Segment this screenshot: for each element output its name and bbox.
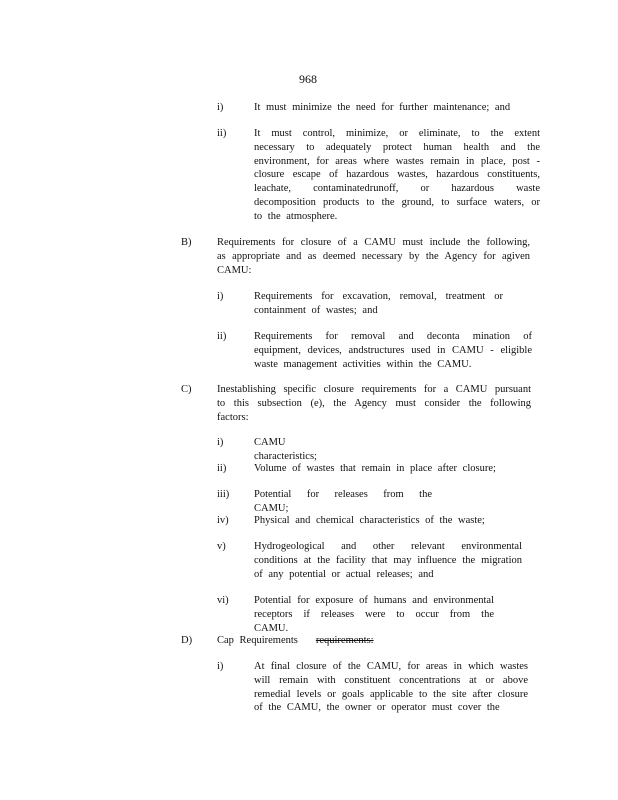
text-line: necessary to adequately protect human health and the <box>254 141 540 153</box>
paragraph-d <box>217 634 377 648</box>
text-line: remedial levels or goals applicable to the site after closure <box>254 688 528 700</box>
text-line: will remain with constituent concentrations at or above <box>254 674 528 686</box>
text-line: Hydrogeological and other relevant environmental <box>254 541 522 552</box>
text-line: Potential for releases from the CAMU; <box>254 489 432 514</box>
text-line: closure escape of hazardous wastes, hazardous constituents, <box>254 169 540 181</box>
item-label: i) <box>217 661 224 672</box>
paragraph-b-ii <box>254 330 532 371</box>
text-line: conditions at the facility that may influence the migration <box>254 554 522 566</box>
text-line: Physical and chemical characteristics of the waste; <box>254 515 485 526</box>
page-number: 968 <box>299 72 317 86</box>
item-label: iv) <box>217 515 229 526</box>
paragraph-b <box>217 236 530 277</box>
text-line: equipment, devices, andstructures used in CAMU - eligible <box>254 344 532 356</box>
text-line: containment of wastes; and <box>254 304 378 316</box>
struck-text: requirements: <box>315 635 374 646</box>
item-label: vi) <box>217 595 229 606</box>
text-line: Cap Requirements <box>217 635 298 646</box>
item-label: C) <box>181 384 192 395</box>
text-line: waste management activities within the CAMU. <box>254 358 472 370</box>
paragraph-b-i <box>254 290 503 318</box>
paragraph-a-i <box>254 101 518 115</box>
paragraph-c-v <box>254 540 522 581</box>
text-line: decomposition products to the ground, to surface waters, or <box>254 196 540 208</box>
paragraph-c-iv <box>254 514 491 528</box>
text-line: It must minimize the need for further maintenance; and <box>254 102 511 113</box>
text-line: of any potential or actual releases; and <box>254 568 434 580</box>
text-line: Requirements for excavation, removal, treatment or <box>254 291 503 302</box>
text-line: of the CAMU, the owner or operator must cover the <box>254 702 500 714</box>
text-line: to the atmosphere. <box>254 210 338 222</box>
item-label: ii) <box>217 463 227 474</box>
item-label: i) <box>217 291 224 302</box>
paragraph-c-ii <box>254 462 497 476</box>
paragraph-c <box>217 383 531 424</box>
text-line: At final closure of the CAMU, for areas in which wastes <box>254 661 528 672</box>
text-line: Potential for exposure of humans and environmental <box>254 595 494 606</box>
item-label: B) <box>181 237 192 248</box>
text-line: as appropriate and as deemed necessary by the Agency for agiven <box>217 250 530 262</box>
text-line: to this subsection (e), the Agency must consider the following <box>217 397 531 409</box>
text-line: CAMU: <box>217 264 252 276</box>
text-line: Inestablishing specific closure requirements for a CAMU pursuant <box>217 384 531 395</box>
text-line: leachate, contaminatedrunoff, or hazardous waste <box>254 183 540 195</box>
item-label: ii) <box>217 331 227 342</box>
item-label: iii) <box>217 489 230 500</box>
text-line: receptors if releases were to occur from the CAMU. <box>254 608 494 634</box>
paragraph-c-iii <box>254 488 432 516</box>
text-line: It must control, minimize, or eliminate, to the extent <box>254 128 540 139</box>
item-label: i) <box>217 102 224 113</box>
paragraph-d-i <box>254 660 528 715</box>
text-line: Requirements for removal and deconta mination of <box>254 331 532 342</box>
paragraph-c-vi <box>254 594 494 635</box>
item-label: D) <box>181 635 193 646</box>
text-line: environment, for areas where wastes remain in place, post - <box>254 155 540 167</box>
item-label: ii) <box>217 128 227 139</box>
item-label: i) <box>217 437 224 448</box>
item-label: v) <box>217 541 226 552</box>
paragraph-c-i <box>254 436 350 464</box>
text-line: factors: <box>217 411 249 423</box>
text-line: CAMU characteristics; <box>254 437 317 462</box>
text-line: Requirements for closure of a CAMU must include the following, <box>217 237 530 248</box>
text-line: Volume of wastes that remain in place after closure; <box>254 463 496 474</box>
paragraph-a-ii <box>254 127 540 224</box>
